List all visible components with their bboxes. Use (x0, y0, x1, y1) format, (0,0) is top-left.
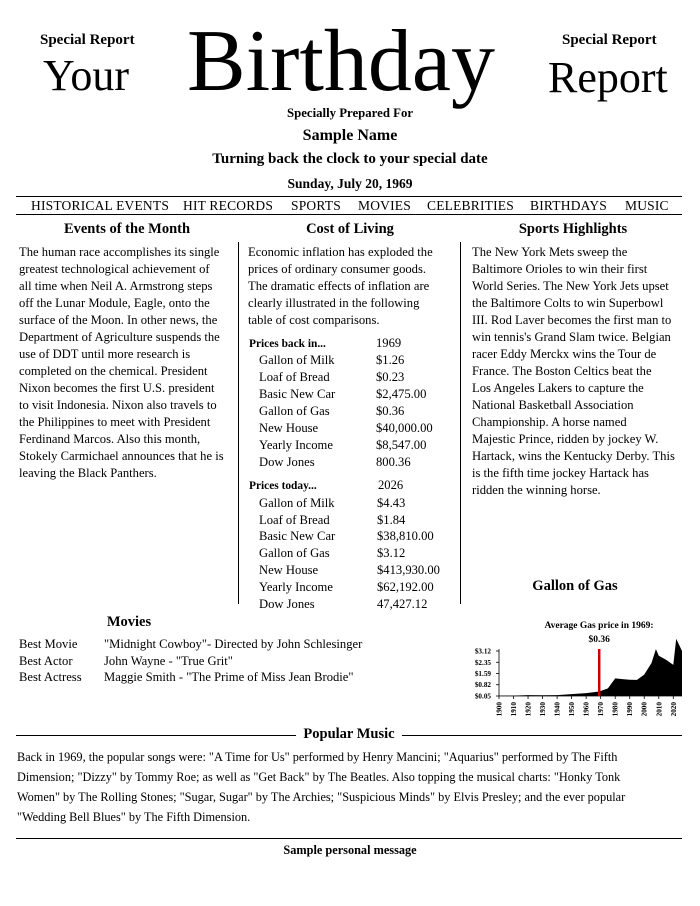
chart-y-tick-label: $0.05 (474, 692, 491, 701)
music-heading: Popular Music (303, 726, 395, 742)
chart-y-tick-label: $1.59 (474, 669, 491, 678)
report-word: Report (548, 53, 668, 102)
then-price: $2,475.00 (376, 387, 427, 401)
left-special-report-label: Special Report (40, 32, 135, 48)
gas-chart-title: Gallon of Gas (532, 578, 618, 594)
now-item: Yearly Income (259, 580, 333, 594)
then-item: Gallon of Milk (259, 353, 335, 367)
prices-now-year: 2026 (378, 478, 404, 492)
birth-date: Sunday, July 20, 1969 (287, 176, 413, 191)
movie-award-value: Maggie Smith - "The Prime of Miss Jean Brodie" (104, 670, 354, 684)
chart-y-tick-label: $0.82 (474, 681, 491, 690)
now-item: Gallon of Gas (259, 546, 330, 560)
now-item: Dow Jones (259, 597, 315, 611)
chart-x-tick-label: 1980 (611, 702, 620, 717)
your-word: Your (43, 51, 130, 100)
then-item: Dow Jones (259, 455, 315, 469)
then-price: $8,547.00 (376, 438, 427, 452)
prepared-for-label: Specially Prepared For (286, 106, 414, 120)
music-text: Back in 1969, the popular songs were: "A Time for Us" performed by Henry Mancini; "Aquarius" performed by The Fifth Dimension; "Dizzy" by Tommy Roe; as well as "Get Back" by The Beatles. Also topping the musical charts: "Honky Tonk Women" by The Rolling Stones; "Sugar, Sugar" by The Archies; "Suspicious Minds" by Elvis Presley; and the ever popular "Wedding Bell Blues" by The Fifth Dimension. (17, 750, 626, 824)
movie-award-value: John Wayne - "True Grit" (104, 654, 233, 668)
now-item: Basic New Car (259, 529, 336, 543)
movie-award-value: "Midnight Cowboy"- Directed by John Schlesinger (104, 637, 363, 651)
nav-celebrities[interactable]: CELEBRITIES (427, 198, 514, 213)
movie-award-label: Best Actor (19, 654, 73, 668)
then-price: 800.36 (376, 455, 411, 469)
chart-highlight-label: $0.36 (588, 635, 610, 645)
now-price: $62,192.00 (377, 580, 434, 594)
recipient-name: Sample Name (302, 127, 398, 144)
chart-x-tick-label: 1970 (597, 702, 606, 717)
chart-y-tick-label: $3.12 (474, 647, 491, 656)
events-heading: Events of the Month (63, 221, 191, 237)
now-price: 47,427.12 (377, 597, 428, 611)
then-price: $40,000.00 (376, 421, 433, 435)
then-item: New House (259, 421, 319, 435)
now-item: Loaf of Bread (259, 513, 330, 527)
then-item: Basic New Car (259, 387, 336, 401)
then-price: $0.23 (376, 370, 405, 384)
chart-x-tick-label: 2020 (669, 702, 678, 717)
chart-x-tick-label: 1960 (582, 702, 591, 717)
prices-then-year: 1969 (376, 336, 402, 350)
nav-sports[interactable]: SPORTS (291, 198, 341, 213)
then-item: Yearly Income (259, 438, 333, 452)
personal-message: Sample personal message (283, 843, 417, 857)
chart-subtitle: Average Gas price in 1969: (544, 621, 654, 631)
sports-text: The New York Mets sweep the Baltimore Orioles to win their first World Series. The New York Jets upset the Baltimore Colts to win Superbowl III. Rod Laver becomes the first man to win tennis's Grand Slam twice. Belgian racer Eddy Merckx wins the Tour de France. The Boston Celtics beat the Los Angeles Lakers to capture the National Basketball Association Championship. A horse named Majestic Prince, ridden by jockey W. Hartack, wins the Kentucky Derby. This is the fifth time jockey Hartack has ridden the winning horse. (472, 245, 675, 497)
chart-x-tick-label: 1910 (510, 702, 519, 717)
prices-now-label: Prices today... (249, 480, 317, 492)
now-item: New House (259, 563, 319, 577)
chart-y-tick-label: $2.35 (474, 658, 491, 667)
cost-intro: Economic inflation has exploded the prices of ordinary consumer goods. The dramatic effects of inflation are clearly illustrated in the following table of cost comparisons. (248, 245, 433, 327)
nav-historical-events[interactable]: HISTORICAL EVENTS (31, 198, 170, 213)
chart-area-series (499, 639, 682, 696)
prices-then-label: Prices back in... (249, 338, 326, 350)
sports-heading: Sports Highlights (518, 221, 628, 237)
now-price: $1.84 (377, 513, 406, 527)
birthday-title: Birthday (187, 13, 495, 110)
nav-hit-records[interactable]: HIT RECORDS (183, 198, 274, 213)
then-item: Loaf of Bread (259, 370, 330, 384)
chart-x-tick-label: 1940 (553, 702, 562, 717)
movie-award-label: Best Movie (19, 637, 78, 651)
nav-birthdays[interactable]: BIRTHDAYS (530, 198, 608, 213)
events-text: The human race accomplishes its single greatest technological achievement of all time when Neil A. Armstrong steps off the Lunar Module, Eagle, onto the surface of the Moon. In other news, the Department of Agriculture suspends the use of DDT until more research is completed on the chemical. President Nixon becomes the first U.S. president to visit Indonesia. Nixon also travels to the Philippines to meet with President Ferdinand Marcos. Also this month, Stokely Carmichael announces that he is leaving the Black Panthers. (19, 245, 224, 480)
gas-price-chart (462, 612, 688, 724)
chart-x-tick-label: 1920 (524, 702, 533, 717)
right-special-report-label: Special Report (562, 32, 657, 48)
chart-x-tick-label: 1950 (568, 702, 577, 717)
chart-x-tick-label: 1900 (495, 702, 504, 717)
cost-heading: Cost of Living (306, 221, 394, 237)
chart-x-tick-label: 2010 (655, 702, 664, 717)
now-price: $38,810.00 (377, 529, 434, 543)
chart-x-tick-label: 1990 (626, 702, 635, 717)
now-price: $3.12 (377, 546, 406, 560)
nav-music[interactable]: MUSIC (625, 198, 669, 213)
then-price: $0.36 (376, 404, 405, 418)
then-price: $1.26 (376, 353, 405, 367)
movie-award-label: Best Actress (19, 670, 82, 684)
tagline: Turning back the clock to your special date (212, 151, 488, 167)
movies-heading: Movies (106, 614, 152, 630)
now-price: $4.43 (377, 496, 406, 510)
chart-x-tick-label: 2000 (640, 702, 649, 717)
now-price: $413,930.00 (377, 563, 440, 577)
nav-movies[interactable]: MOVIES (358, 198, 411, 213)
now-item: Gallon of Milk (259, 496, 335, 510)
then-item: Gallon of Gas (259, 404, 330, 418)
chart-x-tick-label: 1930 (539, 702, 548, 717)
